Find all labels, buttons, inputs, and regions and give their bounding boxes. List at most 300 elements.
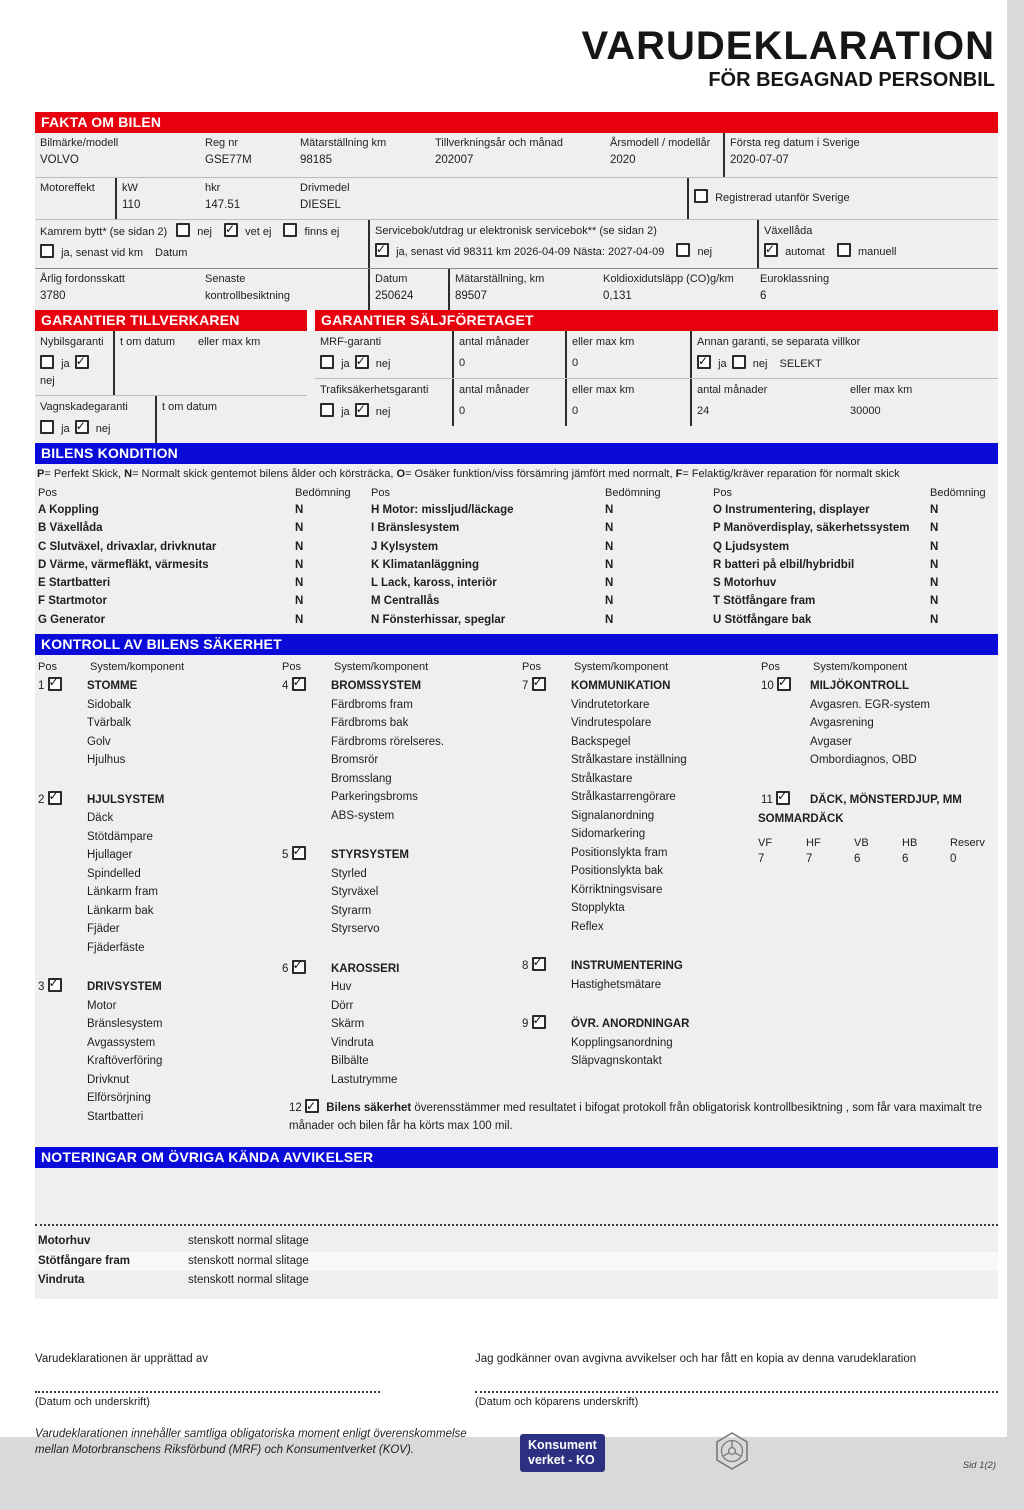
trafik-nej-checkbox[interactable] <box>355 403 369 417</box>
list-item: Styrled <box>330 867 367 880</box>
mrf-nej-checkbox[interactable] <box>355 355 369 369</box>
list-item: Backspegel <box>570 735 631 748</box>
mrf-nej-label: nej <box>375 358 391 370</box>
annan-garanti-field <box>690 331 998 378</box>
kw-value: 110 <box>122 199 141 211</box>
model-year-field <box>605 133 723 177</box>
item-12-checkbox[interactable] <box>305 1099 319 1113</box>
annan-maxkm-value: 30000 <box>850 405 881 417</box>
section-header-noteringar: NOTERINGAR OM ÖVRIGA KÄNDA AVVIKELSER <box>35 1147 998 1168</box>
table-row <box>35 1252 998 1272</box>
mrf-ja-label: ja <box>341 358 350 370</box>
tyre-hf: HF 7 <box>806 836 821 865</box>
kondition-column-3 <box>710 483 998 629</box>
pos-header: Pos <box>761 661 780 674</box>
list-item: Styrservo <box>330 923 380 936</box>
inspection-date-value: 250624 <box>375 290 414 302</box>
list-item: Vindrutespolare <box>570 717 652 730</box>
legend-text-f: = Felaktig/kräver reparation för normalt skick <box>682 468 900 480</box>
section-header-sakerhet: KONTROLL AV BILENS SÄKERHET <box>35 634 998 655</box>
trafik-garanti-field <box>315 379 452 426</box>
kamrem-finnsej-label: finns ej <box>304 226 340 238</box>
kondition-columns <box>35 483 998 634</box>
legend-key-p: P <box>37 468 45 480</box>
vagnskadegaranti-nej-checkbox[interactable] <box>75 420 89 434</box>
kondition-row: C Slutväxel, drivaxlar, drivknutar N <box>38 540 304 553</box>
disclaimer-line-2: mellan Motorbranschens Riksförbund (MRF) och Konsumentverket (KOV). <box>35 1443 415 1456</box>
list-item: Färdbroms fram <box>330 698 413 711</box>
mrf-maxkm-field <box>565 331 690 378</box>
list-item: Golv <box>87 735 111 748</box>
pos-header: Pos <box>38 487 57 499</box>
kondition-row: T Stötfångare fram N <box>713 595 939 608</box>
list-item: Drivknut <box>87 1073 130 1086</box>
annan-garanti-label: Annan garanti, se separata villkor <box>697 336 861 348</box>
sakerhet-group-miljokontroll: 10 ✓ MILJÖKONTROLL Avgasren. EGR-system Avgasrening Avgaser Ombordiagnos, OBD <box>758 677 998 770</box>
page-title: VARUDEKLARATION <box>581 24 995 68</box>
brand-value: VOLVO <box>40 154 79 166</box>
annan-months-label: antal månader <box>697 384 768 396</box>
kamrem-nej-checkbox[interactable] <box>176 223 190 237</box>
mrf-ja-checkbox[interactable] <box>320 355 334 369</box>
model-year-value: 2020 <box>610 154 636 166</box>
list-item: Strålkastarrengörare <box>570 791 676 804</box>
gearbox-manuell-checkbox[interactable] <box>837 243 851 257</box>
annan-ja-label: ja <box>718 358 727 370</box>
garanti-salj-column <box>315 331 998 443</box>
list-item: Ombordiagnos, OBD <box>810 754 917 767</box>
fakta-row-4 <box>35 268 998 310</box>
form <box>35 112 998 1510</box>
rating-header: Bedömning <box>930 487 986 499</box>
issuer-label: Varudeklarationen är upprättad av <box>35 1352 209 1365</box>
odometer-value: 98185 <box>300 154 332 166</box>
nybilsgaranti-nej-label: nej <box>40 375 55 387</box>
mrf-logo <box>711 1430 753 1477</box>
nybilsgaranti-tom-field <box>113 331 193 395</box>
hp-label: hkr <box>205 182 221 194</box>
kondition-row: M Centrallås N <box>371 595 614 608</box>
fuel-label: Drivmedel <box>300 182 350 194</box>
signature-row <box>35 1351 998 1410</box>
mrf-garanti-label: MRF-garanti <box>320 336 382 348</box>
servicebook-ja-checkbox[interactable] <box>375 243 389 257</box>
kondition-row: K Klimatanläggning N <box>371 558 614 571</box>
component-header: System/komponent <box>573 661 669 674</box>
list-item: Sidobalk <box>87 698 132 711</box>
list-item: Kopplingsanordning <box>570 1036 673 1049</box>
odometer-field <box>295 133 430 177</box>
co2-label: Koldioxidutsläpp (CO)g/km <box>603 273 734 285</box>
group-11-checkbox[interactable] <box>776 791 790 805</box>
list-item: Vindruta <box>330 1036 374 1049</box>
kondition-row: O Instrumentering, displayer N <box>713 504 939 516</box>
buyer-signature-line <box>475 1391 998 1393</box>
annan-nej-label: nej <box>752 358 768 370</box>
rating-header: Bedömning <box>295 487 351 499</box>
list-item: Dörr <box>330 999 354 1012</box>
model-year-label: Årsmodell / modellår <box>610 137 711 149</box>
garantier-headers <box>35 310 998 331</box>
nybilsgaranti-tom-label: t om datum <box>120 336 176 348</box>
vagnskadegaranti-row <box>35 396 307 443</box>
kondition-row: A Koppling N <box>38 504 304 516</box>
reg-abroad-checkbox[interactable] <box>694 189 708 203</box>
legend-key-f: F <box>675 468 683 480</box>
sakerhet-column-4 <box>758 659 998 1147</box>
legend-text-n: = Normalt skick gentemot bilens ålder och körsträcka, <box>132 468 397 480</box>
euro-class-field <box>755 269 998 310</box>
group-1-checkbox[interactable] <box>48 677 62 691</box>
list-item: Bilbälte <box>330 1055 369 1068</box>
nybilsgaranti-nej-checkbox[interactable] <box>75 355 89 369</box>
list-item: Motor <box>87 999 117 1012</box>
servicebook-nej-label: nej <box>697 246 713 258</box>
sakerhet-group-stomme: 1 ✓ STOMME Sidobalk Tvärbalk Golv Hjulhus <box>35 677 279 770</box>
section-header-garantier-saljforetaget: GARANTIER SÄLJFÖRETAGET <box>315 310 998 331</box>
brand-label: Bilmärke/modell <box>40 137 119 149</box>
disclaimer-line-1: Varudeklarationen innehåller samtliga obligatoriska moment enligt överenskommelse <box>35 1427 467 1440</box>
kondition-row: P Manöverdisplay, säkerhetssystem N <box>713 522 939 535</box>
page-number: Sid 1(2) <box>962 1459 996 1471</box>
euro-class-label: Euroklassning <box>760 273 830 285</box>
annan-maxkm-field <box>845 379 998 426</box>
tax-value: 3780 <box>40 290 66 302</box>
list-item: Avgasrening <box>810 717 874 730</box>
list-item: Bränslesystem <box>87 1018 163 1031</box>
component-header: System/komponent <box>813 661 908 674</box>
gearbox-field <box>757 220 998 268</box>
note-part: Vindruta <box>38 1274 85 1287</box>
reg-value: GSE77M <box>205 154 252 166</box>
legend-key-n: N <box>124 468 133 480</box>
inspection-date-label: Datum <box>375 273 408 285</box>
kondition-row: U Stötfångare bak N <box>713 613 939 626</box>
page-subtitle: FÖR BEGAGNAD PERSONBIL <box>708 69 995 91</box>
gearbox-label: Växellåda <box>764 225 813 237</box>
buyer-caption: (Datum och köparens underskrift) <box>475 1395 639 1408</box>
kamrem-vetej-label: vet ej <box>245 226 272 238</box>
fuel-field <box>295 178 687 219</box>
sakerhet-column-3 <box>519 659 758 1147</box>
tyre-vb: VB 6 <box>854 836 869 865</box>
list-item: Fjäderfäste <box>87 941 145 954</box>
mrf-maxkm-value: 0 <box>572 357 579 369</box>
note-text: stenskott normal slitage <box>188 1235 309 1248</box>
section-header-kondition: BILENS KONDITION <box>35 443 998 464</box>
vagnskadegaranti-tom-field <box>155 396 307 443</box>
list-item: Stopplykta <box>570 902 625 915</box>
kamrem-ja-checkbox[interactable] <box>40 244 54 258</box>
nybilsgaranti-label: Nybilsgaranti <box>40 336 104 348</box>
list-item: Fjäder <box>87 923 120 936</box>
list-item: Sidomarkering <box>570 828 646 841</box>
nybilsgaranti-ja-checkbox[interactable] <box>40 355 54 369</box>
item-12-bold-label: Bilens säkerhet <box>326 1102 412 1115</box>
kamrem-ja-label: ja, senast vid km <box>61 247 143 259</box>
kw-label: kW <box>122 182 138 194</box>
issuer-signature-line <box>35 1391 380 1393</box>
list-item: Kraftöverföring <box>87 1055 163 1068</box>
tyre-season-label: SOMMARDÄCK <box>758 813 844 826</box>
inspection-odo-field <box>448 269 598 310</box>
list-item: Positionslykta bak <box>570 865 664 878</box>
tyre-vf: VF 7 <box>758 836 773 865</box>
document-header <box>0 0 1007 112</box>
kondition-row: J Kylsystem N <box>371 540 614 553</box>
tax-field <box>35 269 200 310</box>
gearbox-manuell-label: manuell <box>857 246 897 258</box>
group-6-checkbox[interactable] <box>292 960 306 974</box>
trafik-months-value: 0 <box>459 405 466 417</box>
first-reg-field <box>723 133 998 177</box>
kondition-row: B Växellåda N <box>38 522 304 535</box>
trafik-garanti-label: Trafiksäkerhetsgaranti <box>320 384 429 396</box>
footer-band <box>35 1424 998 1510</box>
kondition-section <box>35 464 998 634</box>
list-item: Färdbroms rörelseres. <box>330 735 445 748</box>
list-item: Färdbroms bak <box>330 717 409 730</box>
list-item: Parkeringsbroms <box>330 791 418 804</box>
vagnskadegaranti-tom-label: t om datum <box>162 401 218 413</box>
note-text: stenskott normal slitage <box>188 1274 309 1287</box>
trafik-ja-checkbox[interactable] <box>320 403 334 417</box>
trafik-nej-label: nej <box>375 406 391 418</box>
kondition-row: G Generator N <box>38 613 304 626</box>
inspection-date-field <box>368 269 448 310</box>
fakta-row-3 <box>35 219 998 268</box>
mrf-garanti-field <box>315 331 452 378</box>
list-item: Hastighetsmätare <box>570 978 662 991</box>
list-item: Avgaser <box>810 735 852 748</box>
pos-header: Pos <box>38 661 57 674</box>
list-item: Vindrutetorkare <box>570 698 650 711</box>
list-item: Strålkastare inställning <box>570 754 687 767</box>
euro-class-value: 6 <box>760 290 767 302</box>
list-item: Länkarm fram <box>87 886 158 899</box>
group-3-checkbox[interactable] <box>48 978 62 992</box>
co2-field <box>598 269 755 310</box>
fakta-row-2 <box>35 177 998 219</box>
section-header-garantier-tillverkaren: GARANTIER TILLVERKAREN <box>35 310 307 331</box>
item-12-text: överensstämmer med resultatet i bifogat protokoll från obligatorisk kontrollbesiktning , som får vara maximalt tre månader och bilen får ha körts max 100 mil. <box>288 1102 982 1133</box>
mrf-maxkm-label: eller max km <box>572 336 635 348</box>
vagnskadegaranti-ja-label: ja <box>61 423 70 435</box>
trafik-months-field <box>452 379 565 426</box>
list-item: Körriktningsvisare <box>570 883 663 896</box>
buyer-signature-block <box>475 1351 998 1410</box>
kw-field <box>115 178 200 219</box>
annan-months-field <box>690 379 845 426</box>
list-item: Hjullager <box>87 849 133 862</box>
list-item: Bromsslang <box>330 772 392 785</box>
noteringar-section <box>35 1168 998 1299</box>
group-10-checkbox[interactable] <box>777 677 791 691</box>
hp-value: 147.51 <box>205 199 241 211</box>
inspection-field <box>200 269 368 310</box>
trafik-ja-label: ja <box>341 406 350 418</box>
notes-empty-area <box>35 1168 998 1224</box>
sakerhet-group-drivsystem: 3 ✓ DRIVSYSTEM Motor Bränslesystem Avgassystem Kraftöverföring Drivknut Elförsörjning Startbatteri <box>35 978 279 1126</box>
fakta-section <box>35 133 998 310</box>
trafik-maxkm-field <box>565 379 690 426</box>
kamrem-datum-label: Datum <box>155 247 188 259</box>
sakerhet-group-hjulsystem: 2 ✓ HJULSYSTEM Däck Stötdämpare Hjullager Spindelled Länkarm fram Länkarm bak Fjäder Fjäderfäste <box>35 791 279 958</box>
sakerhet-section <box>35 655 998 1147</box>
power-label: Motoreffekt <box>40 182 95 194</box>
mrf-garanti-row <box>315 331 998 379</box>
sakerhet-group-karosseri: 6 ✓ KAROSSERI Huv Dörr Skärm Vindruta Bilbälte Lastutrymme <box>279 960 519 1090</box>
annan-garanti-name: SELEKT <box>779 358 822 370</box>
sakerhet-group-instrumentering: 8 ✓ INSTRUMENTERING Hastighetsmätare <box>519 957 758 994</box>
pos-header: Pos <box>281 661 301 674</box>
mrf-months-label: antal månader <box>459 336 530 348</box>
annan-months-value: 24 <box>697 405 710 417</box>
mfg-year-field <box>430 133 605 177</box>
kondition-row: L Lack, kaross, interiör N <box>371 577 614 590</box>
tax-label: Årlig fordonsskatt <box>40 273 125 285</box>
group-4-checkbox[interactable] <box>292 677 306 691</box>
component-header: System/komponent <box>90 661 185 674</box>
kondition-row: E Startbatteri N <box>38 577 304 590</box>
disclaimer <box>35 1426 467 1458</box>
kondition-row: I Bränslesystem N <box>371 522 614 535</box>
tyre-depth-table <box>758 835 998 867</box>
mfg-year-label: Tillverkningsår och månad <box>435 137 563 149</box>
annan-ja-checkbox[interactable] <box>697 355 711 369</box>
gearbox-automat-checkbox[interactable] <box>764 243 778 257</box>
nybilsgaranti-maxkm-field <box>193 331 307 395</box>
first-reg-label: Första reg datum i Sverige <box>730 137 860 149</box>
list-item: Avgassystem <box>87 1036 156 1049</box>
servicebook-ja-label: ja, senast vid 98311 km 2026-04-09 Nästa: 2027-04-09 <box>396 246 665 258</box>
notes-rows <box>35 1226 998 1299</box>
reg-abroad-field <box>687 178 998 219</box>
konsumentverket-logo: Konsument verket - KO <box>520 1434 605 1472</box>
odometer-label: Mätarställning km <box>300 137 387 149</box>
inspection-label-1: Senaste <box>205 273 246 285</box>
list-item: Stötdämpare <box>87 830 153 843</box>
kondition-row: D Värme, värmefläkt, värmesits N <box>38 558 304 571</box>
brand-field <box>35 133 200 177</box>
table-row <box>35 1232 998 1252</box>
group-5-checkbox[interactable] <box>292 846 306 860</box>
nybilsgaranti-maxkm-label: eller max km <box>198 336 261 348</box>
garanti-tillverkare-column <box>35 331 307 443</box>
list-item: Spindelled <box>87 867 141 880</box>
pos-header: Pos <box>521 661 541 674</box>
kamrem-field <box>35 220 368 268</box>
tyre-reserv: Reserv 0 <box>950 836 985 865</box>
kamrem-label: Kamrem bytt* (se sidan 2) <box>40 226 168 238</box>
rating-header: Bedömning <box>605 487 661 499</box>
group-7-checkbox[interactable] <box>532 677 546 691</box>
sakerhet-group-dack: 11 ✓ DÄCK, MÖNSTERDJUP, MM SOMMARDÄCK VF 7 HF 7 VB 6 HB 6 Reserv 0 <box>758 791 998 867</box>
inspection-odo-value: 89507 <box>455 290 487 302</box>
group-8-checkbox[interactable] <box>532 957 546 971</box>
table-row <box>35 1271 998 1291</box>
note-part: Motorhuv <box>38 1235 91 1248</box>
kondition-row: H Motor: missljud/läckage N <box>371 504 614 516</box>
list-item: Reflex <box>570 920 604 933</box>
list-item: Lastutrymme <box>330 1073 398 1086</box>
legend-text-o: = Osäker funktion/viss försämring jämfört med normalt, <box>405 468 676 480</box>
sakerhet-group-kommunikation: 7 ✓ KOMMUNIKATION Vindrutetorkare Vindrutespolare Backspegel Strålkastare inställning Strålkastare Strålkastarrengörare Signalanordning Sidomarkering Positionslykta fram Positionslykta bak Körriktningsvisare Stopplykta Reflex <box>519 677 758 936</box>
kondition-row: F Startmotor N <box>38 595 304 608</box>
kamrem-nej-label: nej <box>197 226 212 238</box>
note-text: stenskott normal slitage <box>188 1254 309 1267</box>
kamrem-vetej-checkbox[interactable] <box>224 223 238 237</box>
trafik-months-label: antal månader <box>459 384 530 396</box>
list-item: Släpvagnskontakt <box>570 1055 662 1068</box>
vagnskadegaranti-field <box>35 396 155 443</box>
sakerhet-column-1 <box>35 659 279 1147</box>
sakerhet-group-bromssystem: 4 ✓ BROMSSYSTEM Färdbroms fram Färdbroms bak Färdbroms rörelseres. Bromsrör Bromsslang Parkeringsbroms ABS-system <box>279 677 519 825</box>
list-item: Tvärbalk <box>87 717 132 730</box>
list-item: Startbatteri <box>87 1110 144 1123</box>
inspection-odo-label: Mätarställning, km <box>455 273 545 285</box>
reg-abroad-label: Registrerad utanför Sverige <box>715 192 850 204</box>
mrf-months-value: 0 <box>459 357 466 369</box>
mfg-year-value: 202007 <box>435 154 474 166</box>
component-header: System/komponent <box>333 661 429 674</box>
legend-key-o: O <box>396 468 406 480</box>
kondition-column-1 <box>35 483 368 629</box>
servicebook-field <box>368 220 757 268</box>
pos-header: Pos <box>371 487 390 499</box>
trafik-maxkm-label: eller max km <box>572 384 635 396</box>
annan-nej-checkbox[interactable] <box>732 355 746 369</box>
note-part: Stötfångare fram <box>38 1254 131 1267</box>
kondition-row: R batteri på elbil/hybridbil N <box>713 558 939 571</box>
annan-maxkm-label: eller max km <box>850 384 913 396</box>
list-item: Positionslykta fram <box>570 846 668 859</box>
list-item: Länkarm bak <box>87 904 154 917</box>
list-item: Hjulhus <box>87 754 126 767</box>
nybilsgaranti-row <box>35 331 307 396</box>
first-reg-value: 2020-07-07 <box>730 154 789 166</box>
group-2-checkbox[interactable] <box>48 791 62 805</box>
servicebook-nej-checkbox[interactable] <box>676 243 690 257</box>
issuer-caption: (Datum och underskrift) <box>35 1395 150 1408</box>
vagnskadegaranti-label: Vagnskadegaranti <box>40 401 128 413</box>
list-item: Huv <box>330 981 352 994</box>
item-12-number: 12 <box>288 1102 302 1115</box>
vagnskadegaranti-ja-checkbox[interactable] <box>40 420 54 434</box>
hp-field <box>200 178 295 219</box>
kondition-row: N Fönsterhissar, speglar N <box>371 613 614 626</box>
pos-header: Pos <box>713 487 732 499</box>
nybilsgaranti-field <box>35 331 113 395</box>
list-item: Avgasren. EGR-system <box>810 698 930 711</box>
list-item: ABS-system <box>330 809 395 822</box>
list-item: Styrarm <box>330 904 372 917</box>
section-header-fakta: FAKTA OM BILEN <box>35 112 998 133</box>
nybilsgaranti-ja-label: ja <box>61 358 70 370</box>
list-item: Skärm <box>330 1018 365 1031</box>
group-9-checkbox[interactable] <box>532 1015 546 1029</box>
fakta-row-1 <box>35 133 998 177</box>
trafiksakerhetsgaranti-row <box>315 379 998 426</box>
kondition-row: Q Ljudsystem N <box>713 540 939 553</box>
kamrem-finnsej-checkbox[interactable] <box>283 223 297 237</box>
servicebook-label: Servicebok/utdrag ur elektronisk servicebok** (se sidan 2) <box>375 225 657 237</box>
sakerhet-group-ovr-anordningar: 9 ✓ ÖVR. ANORDNINGAR Kopplingsanordning Släpvagnskontakt <box>519 1015 758 1071</box>
sakerhet-group-styrsystem: 5 ✓ STYRSYSTEM Styrled Styrväxel Styrarm Styrservo <box>279 846 519 939</box>
trafik-maxkm-value: 0 <box>572 405 579 417</box>
sakerhet-columns <box>35 655 998 1147</box>
legend-text-p: = Perfekt Skick, <box>44 468 125 480</box>
